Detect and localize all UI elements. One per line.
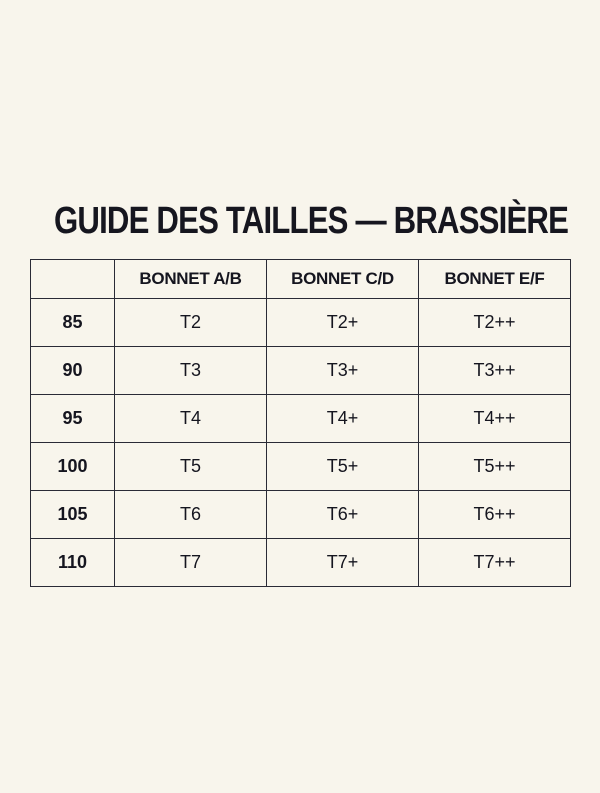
corner-header-cell [31,260,115,299]
size-cell: T2 [115,299,267,347]
size-cell: T7 [115,539,267,587]
size-cell: T4++ [419,395,571,443]
size-cell: T2+ [267,299,419,347]
size-cell: T4 [115,395,267,443]
size-cell: T3+ [267,347,419,395]
table-header-row [31,260,571,299]
band-size-cell: 105 [31,491,115,539]
size-cell: T6+ [267,491,419,539]
band-size-cell: 90 [31,347,115,395]
table-row [31,299,571,347]
size-chart-table [30,259,571,587]
size-cell: T4+ [267,395,419,443]
table-row [31,443,571,491]
size-cell: T7++ [419,539,571,587]
table-row [31,539,571,587]
header-cup-cd: BONNET C/D [267,260,419,299]
size-cell: T3 [115,347,267,395]
size-cell: T5++ [419,443,571,491]
band-size-cell: 100 [31,443,115,491]
band-size-cell: 95 [31,395,115,443]
table-row [31,395,571,443]
page-title: GUIDE DES TAILLES — BRASSIÈRE [54,200,569,242]
size-cell: T6++ [419,491,571,539]
size-cell: T5+ [267,443,419,491]
band-size-cell: 110 [31,539,115,587]
size-cell: T2++ [419,299,571,347]
size-cell: T5 [115,443,267,491]
header-cup-ab: BONNET A/B [115,260,267,299]
table-row [31,347,571,395]
size-cell: T3++ [419,347,571,395]
size-cell: T6 [115,491,267,539]
size-cell: T7+ [267,539,419,587]
table-row [31,491,571,539]
header-cup-ef: BONNET E/F [419,260,571,299]
band-size-cell: 85 [31,299,115,347]
